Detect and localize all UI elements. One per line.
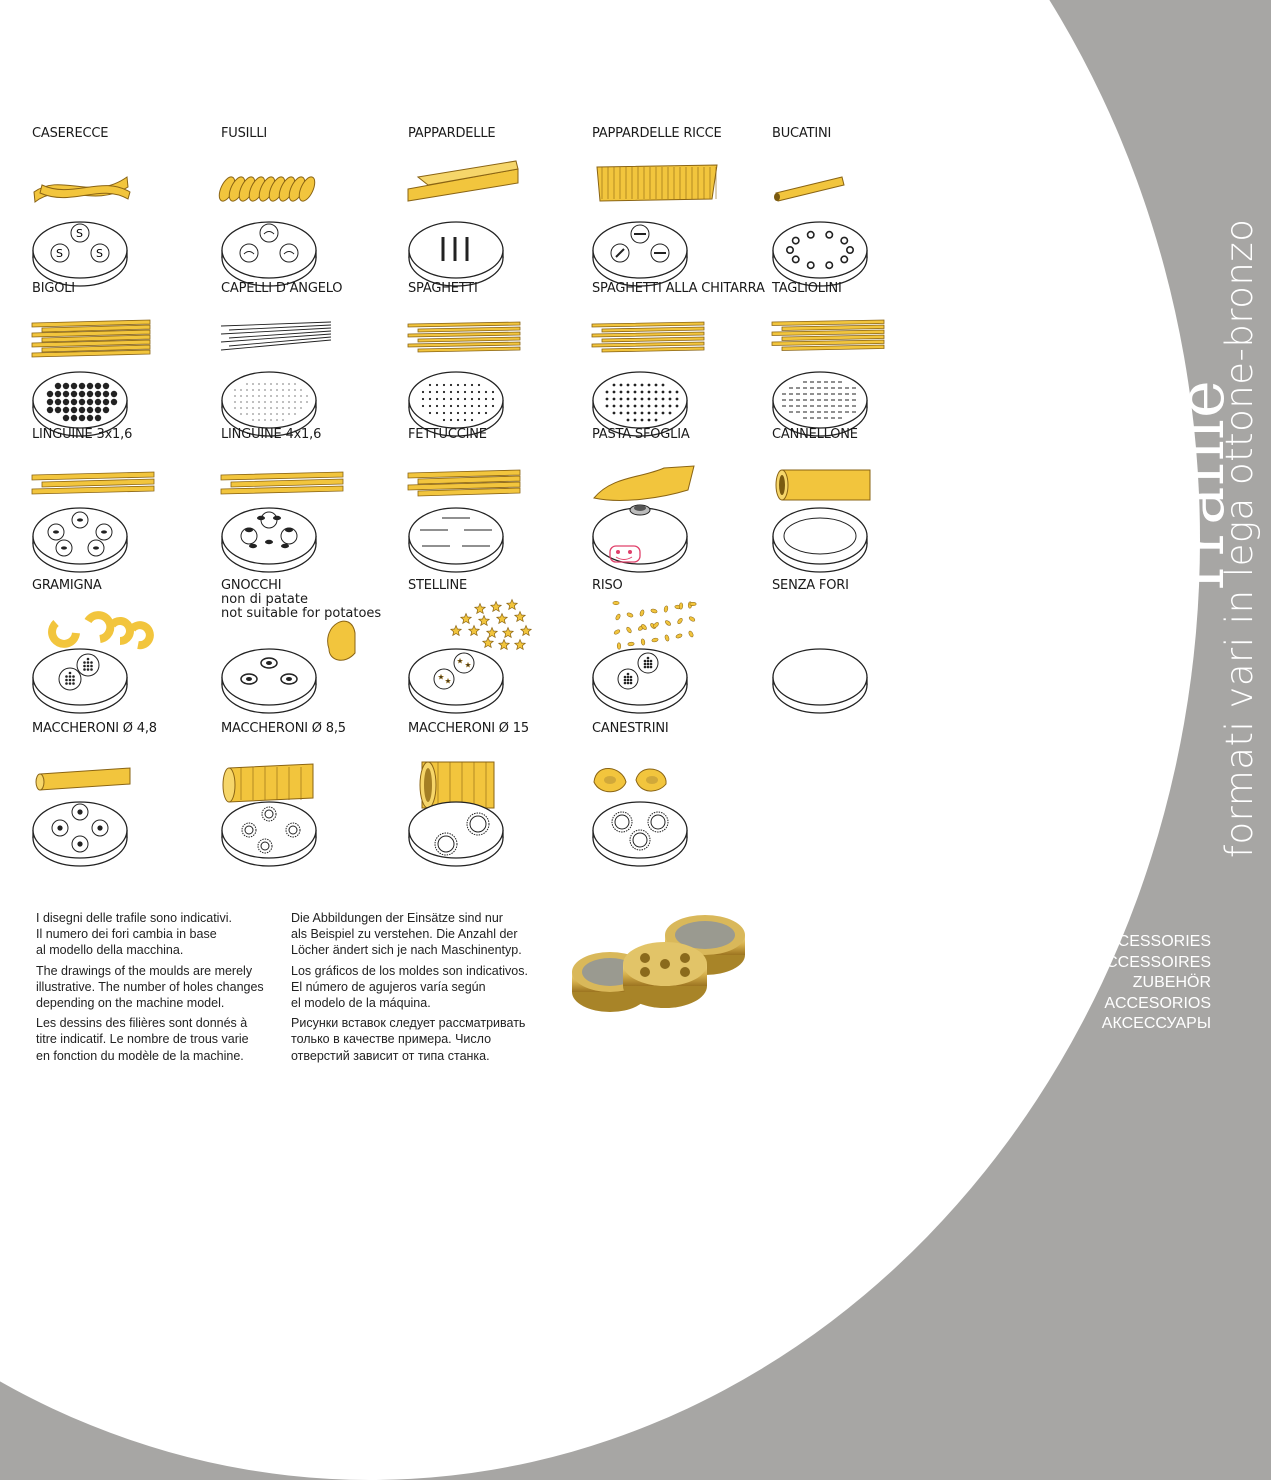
gramigna-die-icon xyxy=(32,593,172,733)
maccheroni-large-die-icon xyxy=(408,736,548,876)
die-card xyxy=(408,127,578,272)
casarecce-die-icon xyxy=(32,141,172,281)
tagliolini-die-icon xyxy=(772,296,912,436)
note-line: en fonction du modèle de la machine. xyxy=(36,1048,244,1063)
die-name: CANESTRINI xyxy=(592,721,669,736)
die-name: CASERECCE xyxy=(32,126,109,141)
note-line: illustrative. The number of holes changes xyxy=(36,979,264,994)
note-line: Les dessins des filières sont donnés à xyxy=(36,1016,248,1031)
note-line: el modelo de la máquina. xyxy=(291,996,431,1011)
die-card xyxy=(32,428,202,573)
die-card xyxy=(32,579,202,724)
die-name: BUCATINI xyxy=(772,126,832,141)
note-line: Il numero dei fori cambia in base xyxy=(36,927,217,942)
die-card xyxy=(221,722,391,867)
die-name: SPAGHETTI xyxy=(408,281,478,296)
die-card xyxy=(221,579,391,724)
blank-die-icon xyxy=(772,593,912,733)
die-card xyxy=(592,281,765,427)
notes-column-left xyxy=(36,910,264,1068)
die-card xyxy=(592,428,762,573)
notes-column-right xyxy=(291,910,528,1068)
accessories-label: ACCESSOIRES xyxy=(1095,953,1211,971)
die-note: not suitable for potatoes xyxy=(221,606,382,621)
note-line: Die Abbildungen der Einsätze sind nur xyxy=(291,911,503,925)
die-name: SENZA FORI xyxy=(772,578,849,593)
die-name: FUSILLI xyxy=(221,126,267,141)
fettuccine-die-icon xyxy=(408,442,548,582)
gnocchi-die-icon xyxy=(221,593,361,733)
note-line: I disegni delle trafile sono indicativi. xyxy=(36,911,232,925)
die-name: PAPPARDELLE RICCE xyxy=(592,126,722,141)
riso-die-icon xyxy=(592,593,732,733)
stelline-die-icon xyxy=(408,593,548,733)
die-name: CAPELLI D’ANGELO xyxy=(221,281,343,296)
die-card xyxy=(32,282,202,427)
note-line: Рисунки вставок следует рассматривать xyxy=(291,1016,526,1031)
die-card xyxy=(408,722,578,867)
note-line: El número de agujeros varía según xyxy=(291,979,486,994)
note-line: als Beispiel zu verstehen. Die Anzahl der xyxy=(291,927,518,942)
cannellone-die-icon xyxy=(772,442,912,582)
linguine-4-die-icon xyxy=(221,442,361,582)
die-name: MACCHERONI Ø 8,5 xyxy=(221,721,346,736)
spaghetti-die-icon xyxy=(408,296,548,436)
brass-dies-photo xyxy=(570,900,750,1030)
svg-text:S: S xyxy=(96,247,103,260)
page-subtitle: formati vari in lega ottone-bronzo xyxy=(1218,218,1261,858)
canestrini-die-icon xyxy=(592,736,732,876)
die-card xyxy=(772,127,942,272)
die-name: GRAMIGNA xyxy=(32,578,102,593)
fusilli-die-icon xyxy=(221,141,361,281)
die-card xyxy=(221,428,391,573)
die-name: MACCHERONI Ø 4,8 xyxy=(32,721,157,736)
note-line: отверстий зависит от типа станка. xyxy=(291,1048,490,1063)
die-card xyxy=(592,579,762,724)
bucatini-die-icon xyxy=(772,141,912,281)
bigoli-die-icon xyxy=(32,296,172,436)
note-line: al modello della macchina. xyxy=(36,943,184,958)
die-card xyxy=(32,722,202,867)
die-card xyxy=(408,579,578,724)
die-card xyxy=(772,428,942,573)
note-line: только в качестве примера. Число xyxy=(291,1032,492,1047)
die-name: GNOCCHI xyxy=(221,578,282,593)
accessories-label: АКСЕССУАРЫ xyxy=(1101,1015,1211,1033)
accessories-label: ZUBEHÖR xyxy=(1132,974,1211,992)
die-card xyxy=(408,282,578,427)
accessories-list xyxy=(1095,932,1211,1035)
pappardelle-die-icon xyxy=(408,141,548,281)
die-name: FETTUCCINE xyxy=(408,427,487,442)
die-name: SPAGHETTI ALLA CHITARRA xyxy=(592,281,765,296)
note-line: The drawings of the moulds are merely xyxy=(36,963,253,978)
die-card xyxy=(772,579,942,724)
die-card xyxy=(32,127,202,272)
die-name: STELLINE xyxy=(408,578,468,593)
die-card xyxy=(772,282,942,427)
accessories-label: ACCESSORIES xyxy=(1095,933,1211,950)
pappardelle-ricce-die-icon xyxy=(592,141,732,281)
die-name: LINGUINE 4x1,6 xyxy=(221,427,322,442)
note-line: depending on the machine model. xyxy=(36,996,225,1011)
chitarra-die-icon xyxy=(592,296,732,436)
note-line: Los gráficos de los moldes son indicativos. xyxy=(291,963,528,978)
svg-text:S: S xyxy=(56,247,63,260)
note-line: Löcher ändert sich je nach Maschinentyp. xyxy=(291,943,522,958)
die-name: MACCHERONI Ø 15 xyxy=(408,721,529,736)
die-name: PASTA SFOGLIA xyxy=(592,427,690,442)
die-card xyxy=(592,722,762,867)
die-name: RISO xyxy=(592,578,623,593)
maccheroni-small-die-icon xyxy=(32,736,172,876)
die-name: BIGOLI xyxy=(32,281,75,296)
linguine-3-die-icon xyxy=(32,442,172,582)
die-note: non di patate xyxy=(221,592,308,607)
svg-text:S: S xyxy=(76,227,83,240)
die-card xyxy=(221,282,391,427)
page-title: Trafile xyxy=(1165,379,1239,600)
die-card xyxy=(408,428,578,573)
die-name: TAGLIOLINI xyxy=(772,281,842,296)
accessories-label: ACCESORIOS xyxy=(1104,994,1211,1012)
sfoglia-die-icon xyxy=(592,442,732,582)
die-card xyxy=(221,127,391,272)
maccheroni-medium-die-icon xyxy=(221,736,361,876)
capelli-die-icon xyxy=(221,296,361,436)
note-line: titre indicatif. Le nombre de trous varie xyxy=(36,1032,249,1047)
die-name: CANNELLONE xyxy=(772,427,858,442)
die-name: LINGUINE 3x1,6 xyxy=(32,427,133,442)
die-name: PAPPARDELLE xyxy=(408,126,496,141)
die-card xyxy=(592,127,762,272)
